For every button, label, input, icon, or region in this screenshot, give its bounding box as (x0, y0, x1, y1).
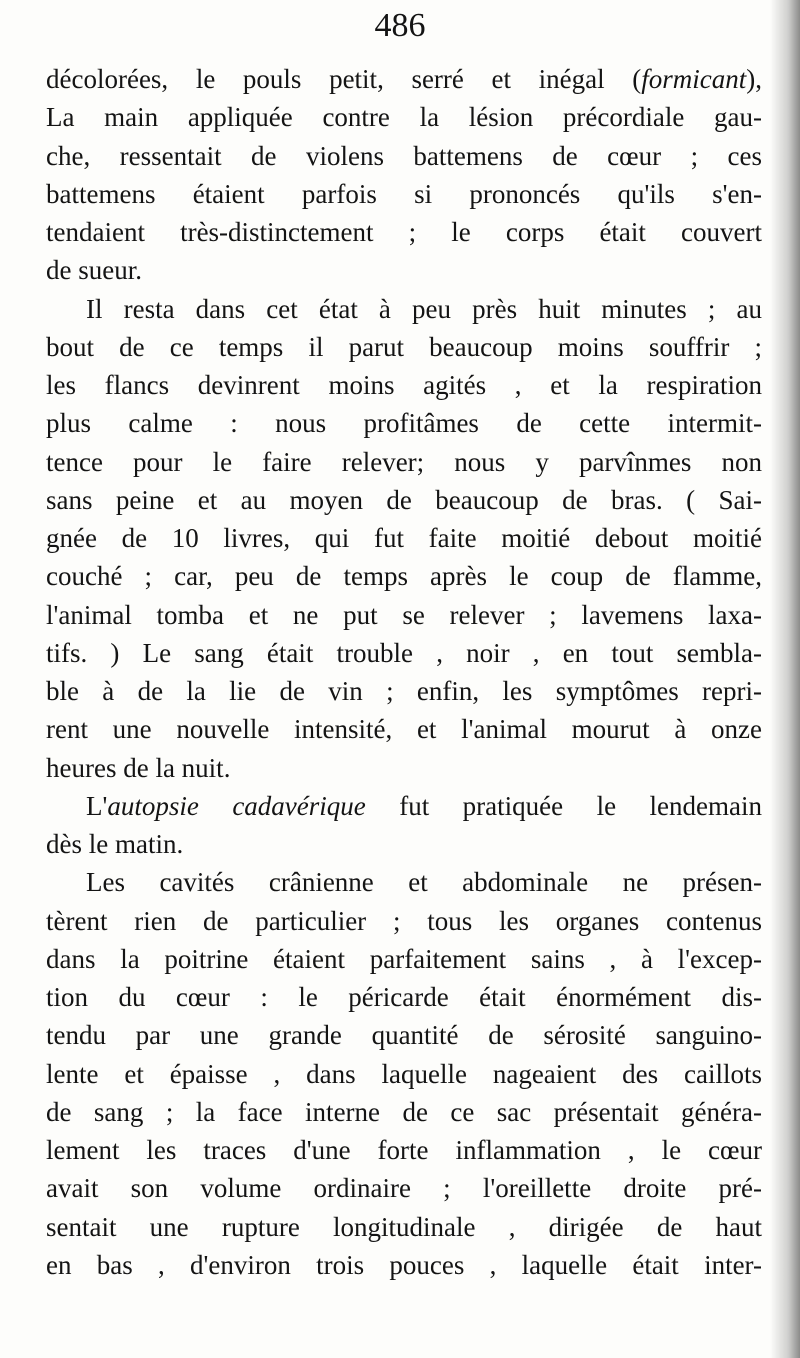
text-line (46, 137, 762, 175)
text-line (46, 404, 762, 442)
italic-phrase: formicant (641, 64, 747, 94)
text-line-content: tence pour le faire relever; nous y parvînmes non (46, 446, 762, 477)
text-line (46, 481, 762, 519)
text-line-content: tendu par une grande quantité de sérosité sanguino- (46, 1020, 762, 1051)
text-line (46, 1208, 762, 1246)
text-line (46, 213, 762, 251)
text-line-continuation: fut pratiquée le lendemain (365, 790, 762, 821)
text-line (46, 519, 762, 557)
text-line-content: dans la poitrine étaient parfaitement sains , à l'excep- (46, 943, 762, 974)
text-line (46, 1016, 762, 1054)
text-line (46, 749, 762, 787)
text-line-content: Les cavités crânienne et abdominale ne présen- (86, 867, 762, 898)
text-line-content: bout de ce temps il parut beaucoup moins souffrir ; (46, 331, 762, 362)
text-line (46, 328, 762, 366)
text-line-content: plus calme : nous profitâmes de cette intermit- (46, 408, 762, 439)
text-line-content: lente et épaisse , dans laquelle nageaient des caillots (46, 1058, 762, 1089)
text-line-content: couché ; car, peu de temps après le coup de flamme, (46, 561, 762, 592)
text-line (46, 596, 762, 634)
text-line (46, 902, 762, 940)
text-line-content: tion du cœur : le péricarde était énormément dis- (46, 982, 762, 1012)
text-line (46, 978, 762, 1016)
text-line (46, 634, 762, 672)
text-line (46, 1093, 762, 1131)
text-line (46, 443, 762, 481)
text-line (46, 825, 762, 863)
text-line (46, 940, 762, 978)
text-line (46, 60, 762, 98)
text-line-content: lement les traces d'une forte inflammation , le cœur (46, 1135, 762, 1165)
text-line-content: Il resta dans cet état à peu près huit minutes ; au (86, 293, 762, 324)
text-line (46, 366, 762, 404)
text-line (46, 175, 762, 213)
text-line (46, 1131, 762, 1169)
text-line-content: avait son volume ordinaire ; l'oreillette droite pré- (46, 1173, 762, 1204)
text-line-content: L' (86, 790, 108, 821)
text-line (46, 787, 762, 825)
text-line (46, 1246, 762, 1284)
text-line-content: rent une nouvelle intensité, et l'animal mourut à onze (46, 714, 762, 745)
text-line-content: l'animal tomba et ne put se relever ; lavemens laxa- (46, 599, 762, 630)
text-line-content: ble à de la lie de vin ; enfin, les symptômes repri- (46, 676, 762, 706)
text-line-content: tèrent rien de particulier ; tous les organes contenus (46, 905, 762, 936)
text-line-content: les flancs devinrent moins agités , et la respiration (46, 370, 762, 400)
text-line-content: battemens étaient parfois si prononcés qu'ils s'en- (46, 178, 762, 209)
text-line (46, 290, 762, 328)
text-line-content: La main appliquée contre la lésion précordiale gau- (46, 102, 762, 133)
text-line-content: sans peine et au moyen de beaucoup de bras. ( Sai- (46, 484, 762, 515)
text-line-content: tifs. ) Le sang était trouble , noir , en tout sembla- (46, 637, 762, 668)
text-line (46, 557, 762, 595)
text-line-content: de sang ; la face interne de ce sac présentait généra- (46, 1096, 762, 1127)
text-line-content: heures de la nuit. (46, 752, 231, 783)
italic-phrase: autopsie cadavérique (107, 790, 366, 821)
text-line-continuation: ), (746, 64, 762, 94)
text-line-content: sentait une rupture longitudinale , dirigée de haut (46, 1211, 762, 1242)
text-line-content: che, ressentait de violens battemens de cœur ; ces (46, 140, 762, 171)
text-line-content: de sueur. (46, 255, 142, 286)
text-line-content: tendaient très-distinctement ; le corps était couvert (46, 217, 762, 247)
page-number: 486 (374, 7, 426, 44)
text-line (46, 1055, 762, 1093)
text-line (46, 672, 762, 710)
body-text (46, 60, 762, 1284)
text-line (46, 251, 762, 289)
text-line-content: dès le matin. (46, 829, 184, 859)
text-line (46, 98, 762, 136)
page-edge-shadow (770, 0, 800, 1358)
text-line (46, 1169, 762, 1207)
text-line-content: gnée de 10 livres, qui fut faite moitié debout moitié (46, 523, 762, 553)
text-line (46, 863, 762, 901)
text-line-content: en bas , d'environ trois pouces , laquelle était inter- (46, 1249, 762, 1280)
text-line (46, 710, 762, 748)
text-line-content: décolorées, le pouls petit, serré et inégal ( (46, 64, 642, 94)
